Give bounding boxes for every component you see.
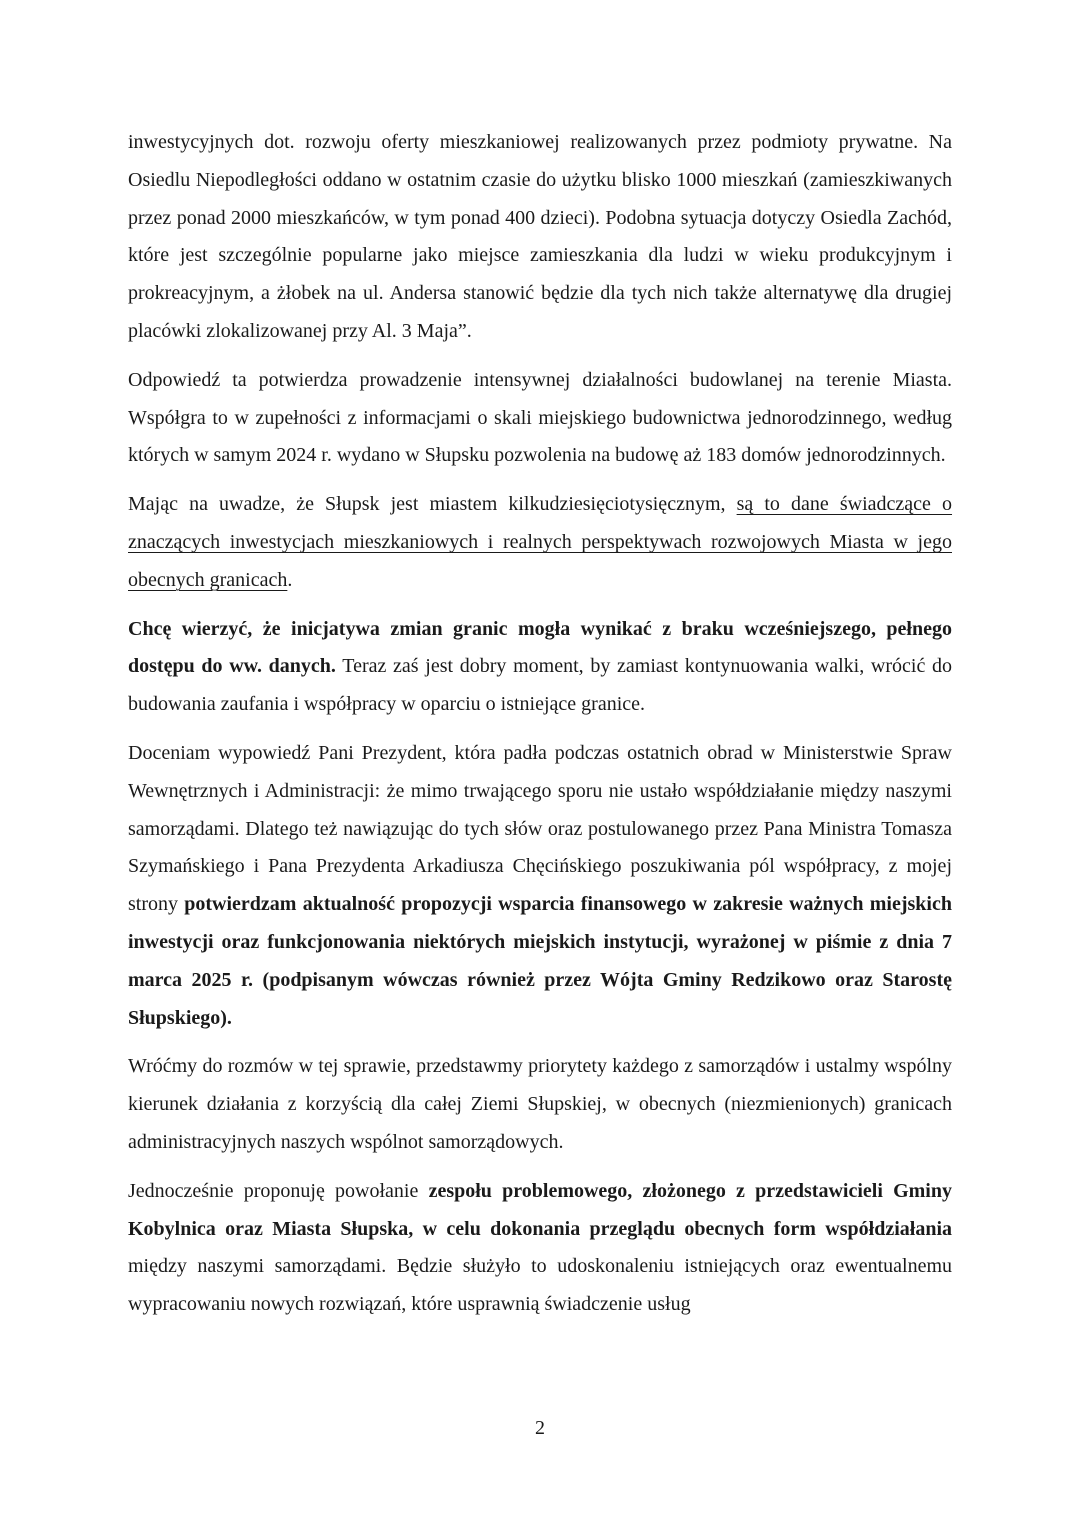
paragraph-return-to-talks — [128, 1048, 952, 1161]
paragraph-text: Mając na uwadze, że Słupsk jest miastem kilkudziesięciotysięcznym, — [128, 493, 737, 516]
paragraph-construction-activity — [128, 362, 952, 475]
page-number: 2 — [535, 1417, 545, 1439]
underlined-text: są to dane świadczące o znaczących inwestycjach mieszkaniowych i realnych perspektywach rozwojowych Miasta w jego obecnych granicach — [128, 493, 953, 591]
paragraph-border-initiative — [128, 611, 952, 724]
paragraph-text: . — [287, 568, 293, 591]
paragraph-development-prospects — [128, 486, 952, 599]
paragraph-housing-investments — [128, 124, 952, 351]
paragraph-text: Odpowiedź ta potwierdza prowadzenie intensywnej działalności budowlanej na terenie Miasta. Współgra to w zupełności z informacjami o skali miejskiego budownictwa jednorodzinnego, według których w samym 2024 r. wydano w Słupsku pozwolenia na budowę aż 183 domów jednorodzinnych. — [128, 368, 952, 467]
paragraph-text: Wróćmy do rozmów w tej sprawie, przedstawmy priorytety każdego z samorządów i ustalmy wspólny kierunek działania z korzyścią dla całej Ziemi Słupskiej, w obecnych (niezmienionych) granicach administracyjnych naszych wspólnot samorządowych. — [128, 1055, 952, 1153]
paragraph-text: inwestycyjnych dot. rozwoju oferty mieszkaniowej realizowanych przez podmioty prywatne. Na Osiedlu Niepodległości oddano w ostatnim czasie do użytku blisko 1000 mieszkań (zamieszkiwanych przez ponad 2000 mieszkańców, w tym ponad 400 dzieci). Podobna sytuacja dotyczy Osiedla Zachód, które jest szczególnie popularne jako miejsce zamieszkania dla ludzi w wieku produkcyjnym i prokreacyjnym, a żłobek na ul. Andersa stanowić będzie dla tych nich także alternatywę dla drugiej placówki zlokalizowanej przy Al. 3 Maja”. — [128, 131, 952, 342]
paragraph-problem-team — [128, 1173, 952, 1324]
document-body — [128, 124, 952, 1324]
bold-text: potwierdzam aktualność propozycji wsparcia finansowego w zakresie ważnych miejskich inwestycji oraz funkcjonowania niektórych miejskich instytucji, wyrażonej w piśmie z dnia 7 marca 2025 r. (podpisanym wówczas również przez Wójta Gminy Redzikowo oraz Starostę Słupskiego). — [128, 893, 952, 1029]
bold-text: Chcę wierzyć, że inicjatywa zmian granic mogła wynikać z braku wcześniejszego, pełnego dostępu do ww. danych. — [128, 617, 952, 678]
paragraph-text: Teraz zaś jest dobry moment, by zamiast kontynuowania walki, wrócić do budowania zaufania i współpracy w oparciu o istniejące granice. — [128, 655, 953, 716]
bold-text: zespołu problemowego, złożonego z przedstawicieli Gminy Kobylnica oraz Miasta Słupska, w celu dokonania przeglądu obecnych form współdziałania — [128, 1179, 952, 1240]
paragraph-text: między naszymi samorządami. Będzie służyło to udoskonaleniu istniejących oraz ewentualnemu wypracowaniu nowych rozwiązań, które usprawnią świadczenie usług — [128, 1255, 952, 1316]
paragraph-cooperation-proposal — [128, 735, 952, 1037]
paragraph-text: Doceniam wypowiedź Pani Prezydent, która padła podczas ostatnich obrad w Ministerstwie Spraw Wewnętrznych i Administracji: że mimo trwającego sporu nie ustało współdziałanie między naszymi samorządami. Dlatego też nawiązując do tych słów oraz postulowanego przez Pana Ministra Tomasza Szymańskiego i Pana Prezydenta Arkadiusza Chęcińskiego poszukiwania pól współpracy, z mojej strony — [128, 741, 952, 916]
paragraph-text: Jednocześnie proponuję powołanie — [128, 1179, 429, 1202]
